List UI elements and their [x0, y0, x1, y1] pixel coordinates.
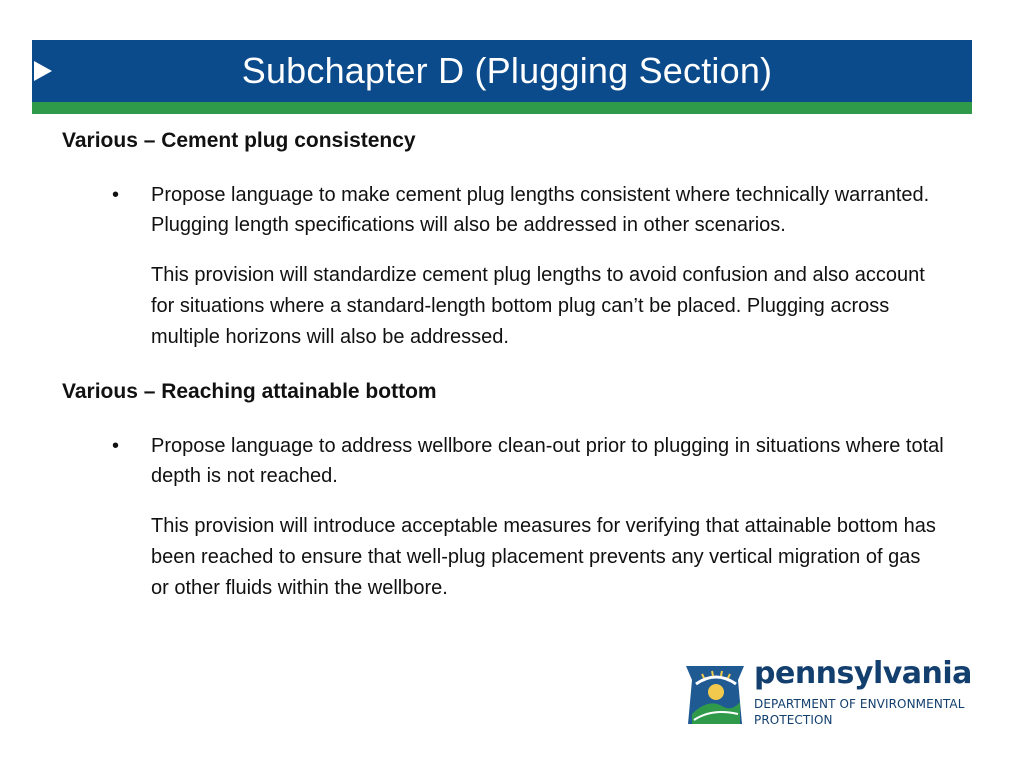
section-heading: Various – Reaching attainable bottom	[62, 380, 437, 403]
bullet-text: Propose language to make cement plug lengths consistent where technically warranted. Plugging length specifications will also be addressed in other scenarios.	[151, 184, 930, 236]
provision-paragraph: This provision will introduce acceptable measures for verifying that attainable bottom has been reached to ensure that well-plug placement prevents any vertical migration of gas or other fluids within the wellbore.	[151, 515, 936, 599]
logo-wordmark: pennsylvania	[754, 656, 972, 691]
bullet-item	[62, 431, 951, 491]
logo-subtitle-line1: DEPARTMENT OF ENVIRONMENTAL	[754, 697, 965, 711]
section-attainable-bottom	[62, 377, 962, 604]
bullet-item	[62, 180, 951, 240]
keystone-logo-icon	[682, 662, 748, 728]
provision-paragraph: This provision will standardize cement plug lengths to avoid confusion and also account for situations where a standard-length bottom plug can’t be placed. Plugging across multiple horizons will also be addressed.	[151, 264, 925, 348]
slide-content	[62, 126, 962, 604]
bullet-icon: •	[112, 184, 120, 206]
title-bar	[32, 40, 972, 102]
bullet-text: Propose language to address wellbore clean-out prior to plugging in situations where total depth is not reached.	[151, 435, 944, 487]
section-heading: Various – Cement plug consistency	[62, 129, 416, 152]
pa-dep-logo	[682, 656, 982, 732]
slide-title: Subchapter D (Plugging Section)	[241, 50, 773, 91]
logo-subtitle-line2: PROTECTION	[754, 713, 833, 727]
play-arrow-icon	[34, 61, 52, 81]
section-cement-plug	[62, 126, 962, 353]
bullet-icon: •	[112, 435, 120, 457]
accent-rule	[32, 102, 972, 114]
